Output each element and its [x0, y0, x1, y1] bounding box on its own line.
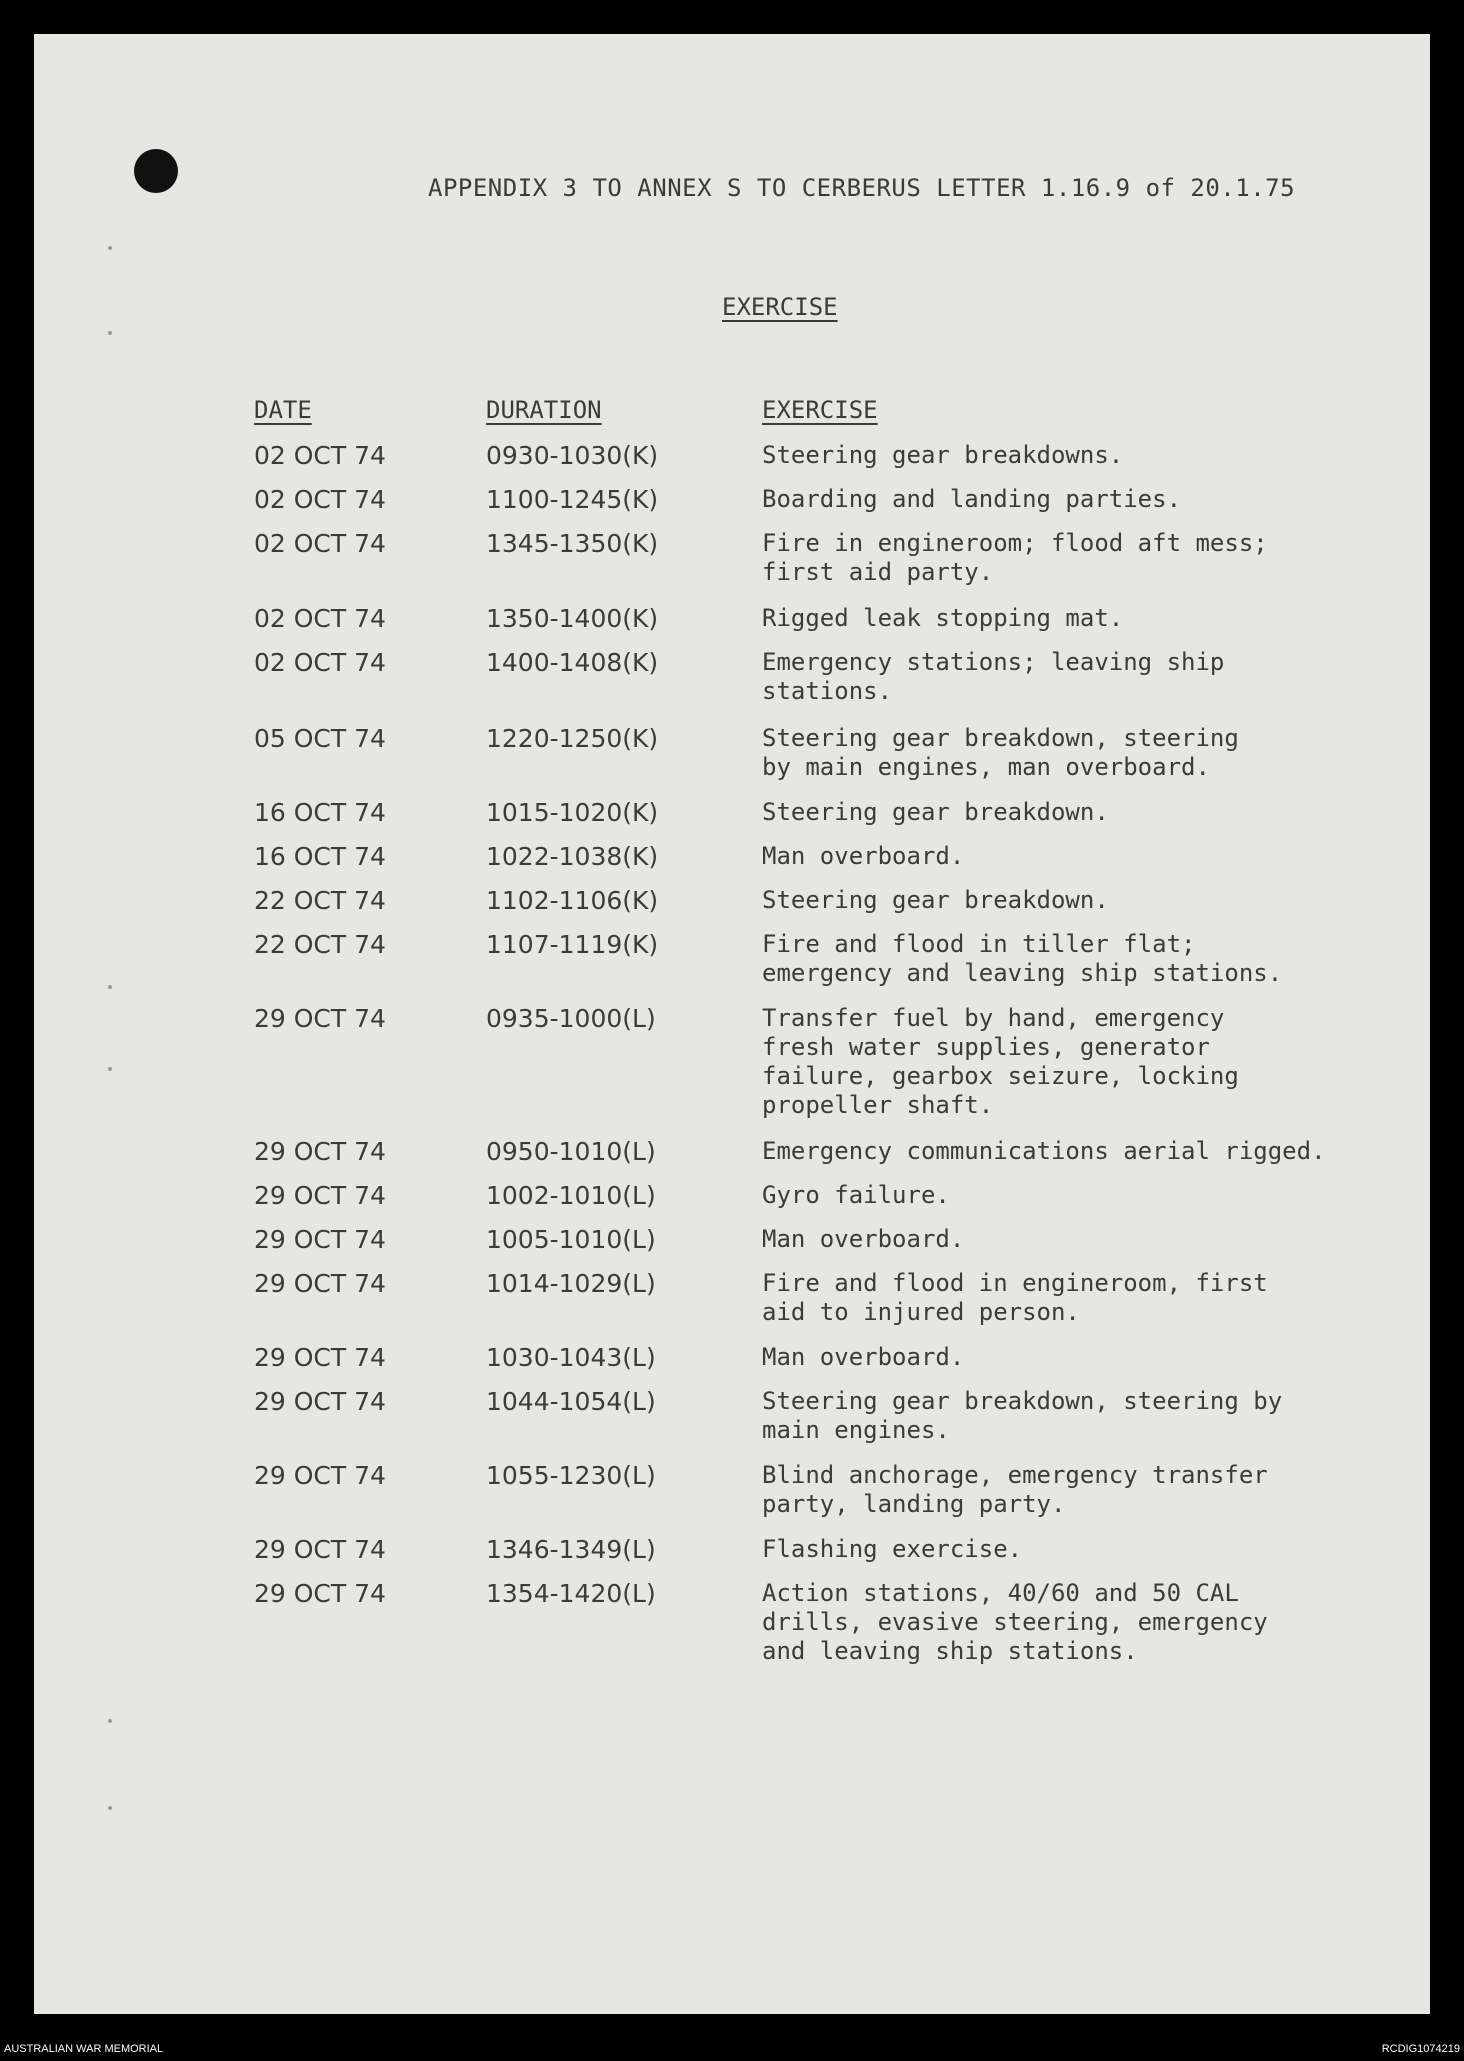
exercise-cell: Steering gear breakdown, steering by main engines, man overboard.	[762, 724, 1239, 781]
exercise-cell: Action stations, 40/60 and 50 CAL drills, evasive steering, emergency and leaving ship stations.	[762, 1579, 1268, 1665]
duration-cell: 1015-1020(K)	[486, 798, 659, 827]
duration-cell: 1022-1038(K)	[486, 842, 659, 871]
duration-cell: 1345-1350(K)	[486, 529, 659, 558]
punch-mark	[108, 1067, 112, 1071]
duration-cell: 1400-1408(K)	[486, 648, 659, 677]
column-header-duration: DURATION	[486, 396, 602, 424]
column-header-exercise: EXERCISE	[762, 396, 878, 424]
duration-cell: 1005-1010(L)	[486, 1225, 656, 1254]
duration-cell: 1002-1010(L)	[486, 1181, 656, 1210]
date-cell: 29 OCT 74	[254, 1269, 386, 1298]
exercise-cell: Rigged leak stopping mat.	[762, 604, 1124, 632]
punch-mark	[108, 246, 112, 250]
exercise-cell: Steering gear breakdown, steering by main engines.	[762, 1387, 1283, 1444]
duration-cell: 1044-1054(L)	[486, 1387, 656, 1416]
exercise-cell: Fire and flood in tiller flat; emergency and leaving ship stations.	[762, 930, 1283, 987]
archive-id: RCDIG1074219	[1381, 2043, 1460, 2055]
exercise-cell: Boarding and landing parties.	[762, 485, 1182, 513]
date-cell: 29 OCT 74	[254, 1535, 386, 1564]
duration-cell: 1107-1119(K)	[486, 930, 659, 959]
date-cell: 29 OCT 74	[254, 1579, 386, 1608]
date-cell: 29 OCT 74	[254, 1225, 386, 1254]
duration-cell: 1346-1349(L)	[486, 1535, 656, 1564]
date-cell: 22 OCT 74	[254, 886, 386, 915]
date-cell: 02 OCT 74	[254, 485, 386, 514]
duration-cell: 1030-1043(L)	[486, 1343, 656, 1372]
date-cell: 02 OCT 74	[254, 441, 386, 470]
duration-cell: 1220-1250(K)	[486, 724, 659, 753]
punch-mark	[108, 331, 112, 335]
exercise-cell: Emergency stations; leaving ship stations.	[762, 648, 1225, 705]
exercise-cell: Man overboard.	[762, 1343, 965, 1371]
duration-cell: 1100-1245(K)	[486, 485, 659, 514]
exercise-cell: Steering gear breakdown.	[762, 886, 1109, 914]
page-title: EXERCISE	[722, 293, 838, 321]
date-cell: 05 OCT 74	[254, 724, 386, 753]
date-cell: 29 OCT 74	[254, 1343, 386, 1372]
duration-cell: 1350-1400(K)	[486, 604, 659, 633]
date-cell: 29 OCT 74	[254, 1461, 386, 1490]
duration-cell: 0950-1010(L)	[486, 1137, 656, 1166]
date-cell: 16 OCT 74	[254, 798, 386, 827]
duration-cell: 1354-1420(L)	[486, 1579, 656, 1608]
exercise-cell: Fire in engineroom; flood aft mess; first aid party.	[762, 529, 1268, 586]
date-cell: 22 OCT 74	[254, 930, 386, 959]
duration-cell: 1055-1230(L)	[486, 1461, 656, 1490]
duration-cell: 1014-1029(L)	[486, 1269, 656, 1298]
exercise-cell: Gyro failure.	[762, 1181, 950, 1209]
date-cell: 02 OCT 74	[254, 648, 386, 677]
exercise-cell: Blind anchorage, emergency transfer party, landing party.	[762, 1461, 1268, 1518]
date-cell: 02 OCT 74	[254, 529, 386, 558]
date-cell: 16 OCT 74	[254, 842, 386, 871]
punch-mark	[108, 1806, 112, 1810]
duration-cell: 1102-1106(K)	[486, 886, 659, 915]
duration-cell: 0930-1030(K)	[486, 441, 659, 470]
document-page	[34, 34, 1430, 2014]
exercise-cell: Man overboard.	[762, 842, 965, 870]
date-cell: 29 OCT 74	[254, 1137, 386, 1166]
exercise-cell: Emergency communications aerial rigged.	[762, 1137, 1326, 1165]
exercise-cell: Steering gear breakdown.	[762, 798, 1109, 826]
appendix-heading: APPENDIX 3 TO ANNEX S TO CERBERUS LETTER 1.16.9 of 20.1.75	[428, 174, 1296, 202]
punch-mark	[108, 985, 112, 989]
column-header-date: DATE	[254, 396, 312, 424]
date-cell: 29 OCT 74	[254, 1004, 386, 1033]
duration-cell: 0935-1000(L)	[486, 1004, 656, 1033]
exercise-cell: Transfer fuel by hand, emergency fresh water supplies, generator failure, gearbox seizure, locking propeller shaft.	[762, 1004, 1239, 1119]
exercise-cell: Fire and flood in engineroom, first aid to injured person.	[762, 1269, 1268, 1326]
exercise-cell: Man overboard.	[762, 1225, 965, 1253]
archive-credit: AUSTRALIAN WAR MEMORIAL	[4, 2043, 164, 2055]
punch-hole	[134, 149, 178, 193]
date-cell: 02 OCT 74	[254, 604, 386, 633]
punch-mark	[108, 1719, 112, 1723]
date-cell: 29 OCT 74	[254, 1181, 386, 1210]
date-cell: 29 OCT 74	[254, 1387, 386, 1416]
exercise-cell: Steering gear breakdowns.	[762, 441, 1124, 469]
exercise-cell: Flashing exercise.	[762, 1535, 1023, 1563]
